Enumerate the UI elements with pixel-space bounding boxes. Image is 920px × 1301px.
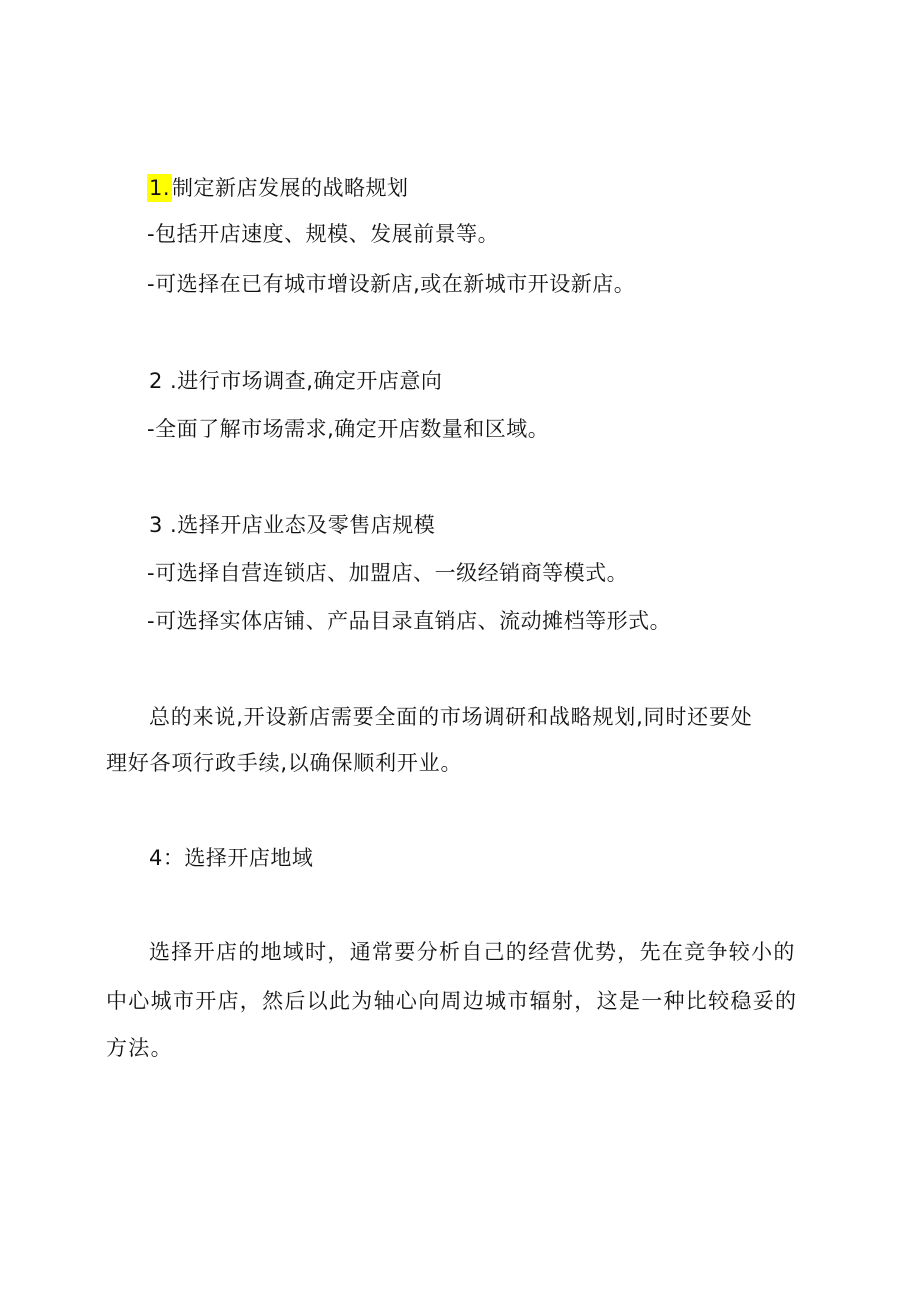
section-1-title: 制定新店发展的战略规划 (172, 176, 409, 200)
closing-line-1: 选择开店的地域时，通常要分析自己的经营优势，先在竞争较小的 (149, 940, 796, 964)
section-2-heading: 2 .进行市场调查,确定开店意向 (149, 369, 443, 393)
section-3-bullet-1: -可选择自营连锁店、加盟店、一级经销商等模式。 (147, 561, 629, 585)
section-3-bullet-2: -可选择实体店铺、产品目录直销店、流动摊档等形式。 (147, 609, 672, 633)
summary-line-1: 总的来说,开设新店需要全面的市场调研和战略规划,同时还要处 (149, 705, 753, 729)
closing-line-3: 方法。 (106, 1036, 173, 1060)
section-1-number-highlight: 1. (149, 176, 171, 200)
section-1-bullet-1: -包括开店速度、规模、发展前景等。 (147, 222, 500, 246)
summary-line-2: 理好各项行政手续,以确保顺利开业。 (106, 751, 463, 775)
section-2-bullet-1: -全面了解市场需求,确定开店数量和区域。 (147, 417, 550, 441)
section-1-bullet-2: -可选择在已有城市增设新店,或在新城市开设新店。 (147, 272, 636, 296)
closing-line-2: 中心城市开店，然后以此为轴心向周边城市辐射，这是一种比较稳妥的 (106, 989, 798, 1013)
section-3-heading: 3 .选择开店业态及零售店规模 (149, 513, 436, 537)
section-1-heading (149, 173, 409, 203)
section-4-heading: 4：选择开店地域 (149, 846, 314, 870)
